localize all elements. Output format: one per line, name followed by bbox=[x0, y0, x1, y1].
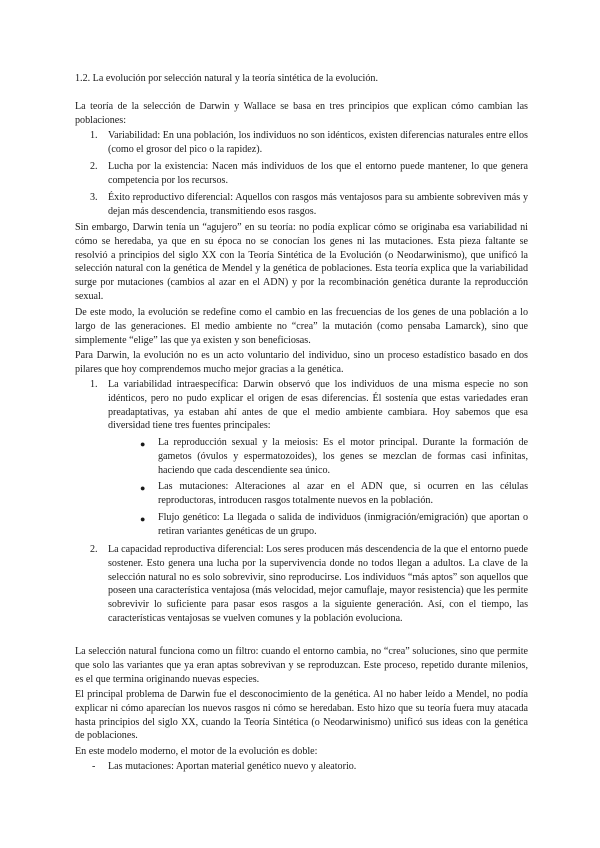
pillar-number: 1. bbox=[90, 379, 98, 390]
paragraph-modern-model: En este modelo moderno, el motor de la evolución es doble: bbox=[75, 746, 318, 757]
paragraph-redefinition: De este modo, la evolución se redefine como el cambio en las frecuencias de los genes de una población a lo largo de las generaciones. El medio ambiente no “crea” la mutación (como pensaba Lamarck), sino que simplemente “elige” las que ya existen y son beneficiosas. bbox=[75, 307, 528, 346]
principle-item: Variabilidad: En una población, los individuos no son idénticos, existen diferencias naturales entre ellos (como el grosor del pico o la rapidez). bbox=[108, 130, 528, 155]
paragraph-pillars: Para Darwin, la evolución no es un acto voluntario del individuo, sino un proceso estadístico basado en dos pilares que hoy comprendemos mucho mejor gracias a la genética. bbox=[75, 350, 528, 375]
dash-item: Las mutaciones: Aportan material genético nuevo y aleatorio. bbox=[108, 761, 357, 772]
principle-number: 1. bbox=[90, 130, 98, 141]
source-item: La reproducción sexual y la meiosis: Es el motor principal. Durante la formación de gametos (óvulos y espermatozoides), los genes se mezclan de formas casi infinitas, haciendo que cada descendiente sea único. bbox=[158, 437, 528, 476]
source-item: Las mutaciones: Alteraciones al azar en el ADN que, si ocurren en las células reproductoras, introducen rasgos totalmente nuevos en la población. bbox=[158, 481, 528, 506]
paragraph-darwin-hole: Sin embargo, Darwin tenía un “agujero” en su teoría: no podía explicar cómo se originaba esa variabilidad ni cómo se heredaba, ya que en su época no se conocían los genes ni las mutaciones. Esta pieza faltante se resolvió a principios del siglo XX con la Teoría Sintética de la Evolución (o Neodarwinismo), que unificó la selección natural con la genética de Mendel y la genética de poblaciones. Esta teoría explica que la variabilidad surge por mutaciones (cambios al azar en el ADN) y por la recombinación genética durante la reproducción sexual. bbox=[75, 222, 528, 302]
source-item: Flujo genético: La llegada o salida de individuos (inmigración/emigración) que aportan o retiran variantes genéticas de un grupo. bbox=[158, 512, 528, 537]
principle-item: Lucha por la existencia: Nacen más individuos de los que el entorno puede mantener, lo que genera competencia por los recursos. bbox=[108, 161, 528, 186]
paragraph-problem: El principal problema de Darwin fue el desconocimiento de la genética. Al no haber leído a Mendel, no podía explicar ni cómo aparecían los nuevos rasgos ni cómo se heredaban. Esto hizo que su teoría fuera muy atacada hasta principios del siglo XX, cuando la Teoría Sintética (o Neodarwinismo) unificó sus ideas con la genética de poblaciones. bbox=[75, 689, 528, 742]
paragraph-filter: La selección natural funciona como un filtro: cuando el entorno cambia, no “crea” soluciones, sino que permite que solo las variantes que ya eran aptas sobrevivan y se reproduzcan. Este proceso, repetido durante milenios, es el que termina originando nuevas especies. bbox=[75, 646, 528, 685]
pillar-number: 2. bbox=[90, 544, 98, 555]
principle-number: 2. bbox=[90, 161, 98, 172]
section-heading: 1.2. La evolución por selección natural y la teoría sintética de la evolución. bbox=[75, 73, 378, 84]
bullet-icon: ● bbox=[140, 514, 146, 524]
intro-paragraph: La teoría de la selección de Darwin y Wallace se basa en tres principios que explican cómo cambian las poblaciones: bbox=[75, 101, 528, 126]
principle-number: 3. bbox=[90, 192, 98, 203]
dash-icon: - bbox=[92, 761, 96, 772]
pillar-item: La capacidad reproductiva diferencial: Los seres producen más descendencia de la que el entorno puede sostener. Esto genera una lucha por la supervivencia donde no todos llegan a adultos. La clave de la selección natural no es solo sobrevivir, sino reproducirse. Los individuos “más aptos” son aquellos que poseen una característica ventajosa (más velocidad, mejor camuflaje, mayor resistencia) que les permite sobrevivir lo suficiente para pasar esos rasgos a la siguiente generación. Así, con el tiempo, las características ventajosas se vuelven comunes y la población evoluciona. bbox=[108, 544, 528, 624]
bullet-icon: ● bbox=[140, 439, 146, 449]
pillar-item: La variabilidad intraespecífica: Darwin observó que los individuos de una misma especie no son idénticos, pero no pudo explicar el origen de esas diferencias. Él sostenía que estas variedades eran preadaptativas, ya estaban ahí antes de que el medio ambiente cambiara. Hoy sabemos que esa diversidad tiene tres fuentes principales: bbox=[108, 379, 528, 432]
principle-item: Éxito reproductivo diferencial: Aquellos con rasgos más ventajosos para su ambiente sobreviven más y dejan más descendencia, transmitiendo esos rasgos. bbox=[108, 192, 528, 217]
bullet-icon: ● bbox=[140, 483, 146, 493]
